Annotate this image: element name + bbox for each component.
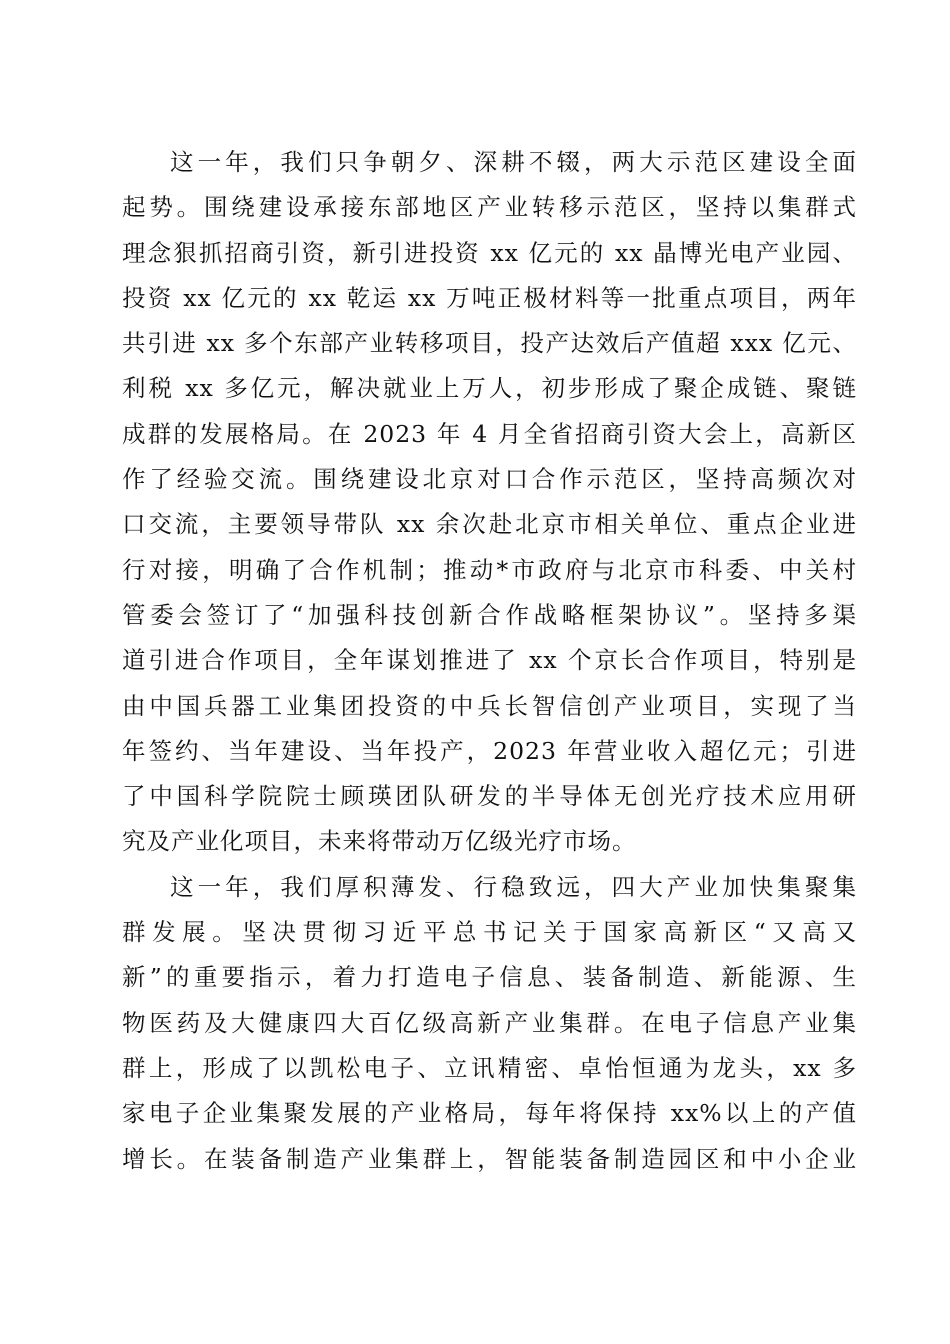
text-line: 口交流，主要领导带队 xx 余次赴北京市相关单位、重点企业进 [122,510,857,539]
text-line: 由中国兵器工业集团投资的中兵长智信创产业项目，实现了当 [122,691,857,720]
text-line: 理念狠抓招商引资，新引进投资 xx 亿元的 xx 晶博光电产业园、 [122,238,857,267]
text-line: 起势。围绕建设承接东部地区产业转移示范区，坚持以集群式 [122,193,857,222]
text-line: 利税 xx 多亿元，解决就业上万人，初步形成了聚企成链、聚链 [122,374,857,403]
text-line: 成群的发展格局。在 2023 年 4 月全省招商引资大会上，高新区 [122,419,857,448]
text-line: 群发展。坚决贯彻习近平总书记关于国家高新区“又高又 [122,918,857,947]
text-line: 作了经验交流。围绕建设北京对口合作示范区，坚持高频次对 [122,465,857,494]
text-line: 新”的重要指示，着力打造电子信息、装备制造、新能源、生 [122,963,857,992]
text-line: 道引进合作项目，全年谋划推进了 xx 个京长合作项目，特别是 [122,646,857,675]
text-line: 这一年，我们只争朝夕、深耕不辍，两大示范区建设全面 [170,148,857,176]
text-line: 究及产业化项目，未来将带动万亿级光疗市场。 [122,827,637,856]
text-line: 投资 xx 亿元的 xx 乾运 xx 万吨正极材料等一批重点项目，两年 [122,283,857,312]
text-line: 年签约、当年建设、当年投产，2023 年营业收入超亿元；引进 [122,736,857,765]
text-line: 共引进 xx 多个东部产业转移项目，投产达效后产值超 xxx 亿元、 [122,329,857,358]
text-line: 这一年，我们厚积薄发、行稳致远，四大产业加快集聚集 [170,872,857,901]
text-line: 家电子企业集聚发展的产业格局，每年将保持 xx%以上的产值 [122,1099,857,1128]
paragraph-industry-clusters [122,865,857,1182]
text-line: 了中国科学院院士顾瑛团队研发的半导体无创光疗技术应用研 [122,782,857,811]
text-line: 增长。在装备制造产业集群上，智能装备制造园区和中小企业 [122,1144,857,1173]
text-line: 物医药及大健康四大百亿级高新产业集群。在电子信息产业集 [122,1008,857,1037]
text-line: 管委会签订了“加强科技创新合作战略框架协议”。坚持多渠 [122,600,857,629]
text-line: 群上，形成了以凯松电子、立讯精密、卓怡恒通为龙头，xx 多 [122,1053,857,1082]
document-body [122,140,857,1182]
paragraph-demonstration-zones [122,140,857,865]
text-line: 行对接，明确了合作机制；推动*市政府与北京市科委、中关村 [122,555,857,584]
